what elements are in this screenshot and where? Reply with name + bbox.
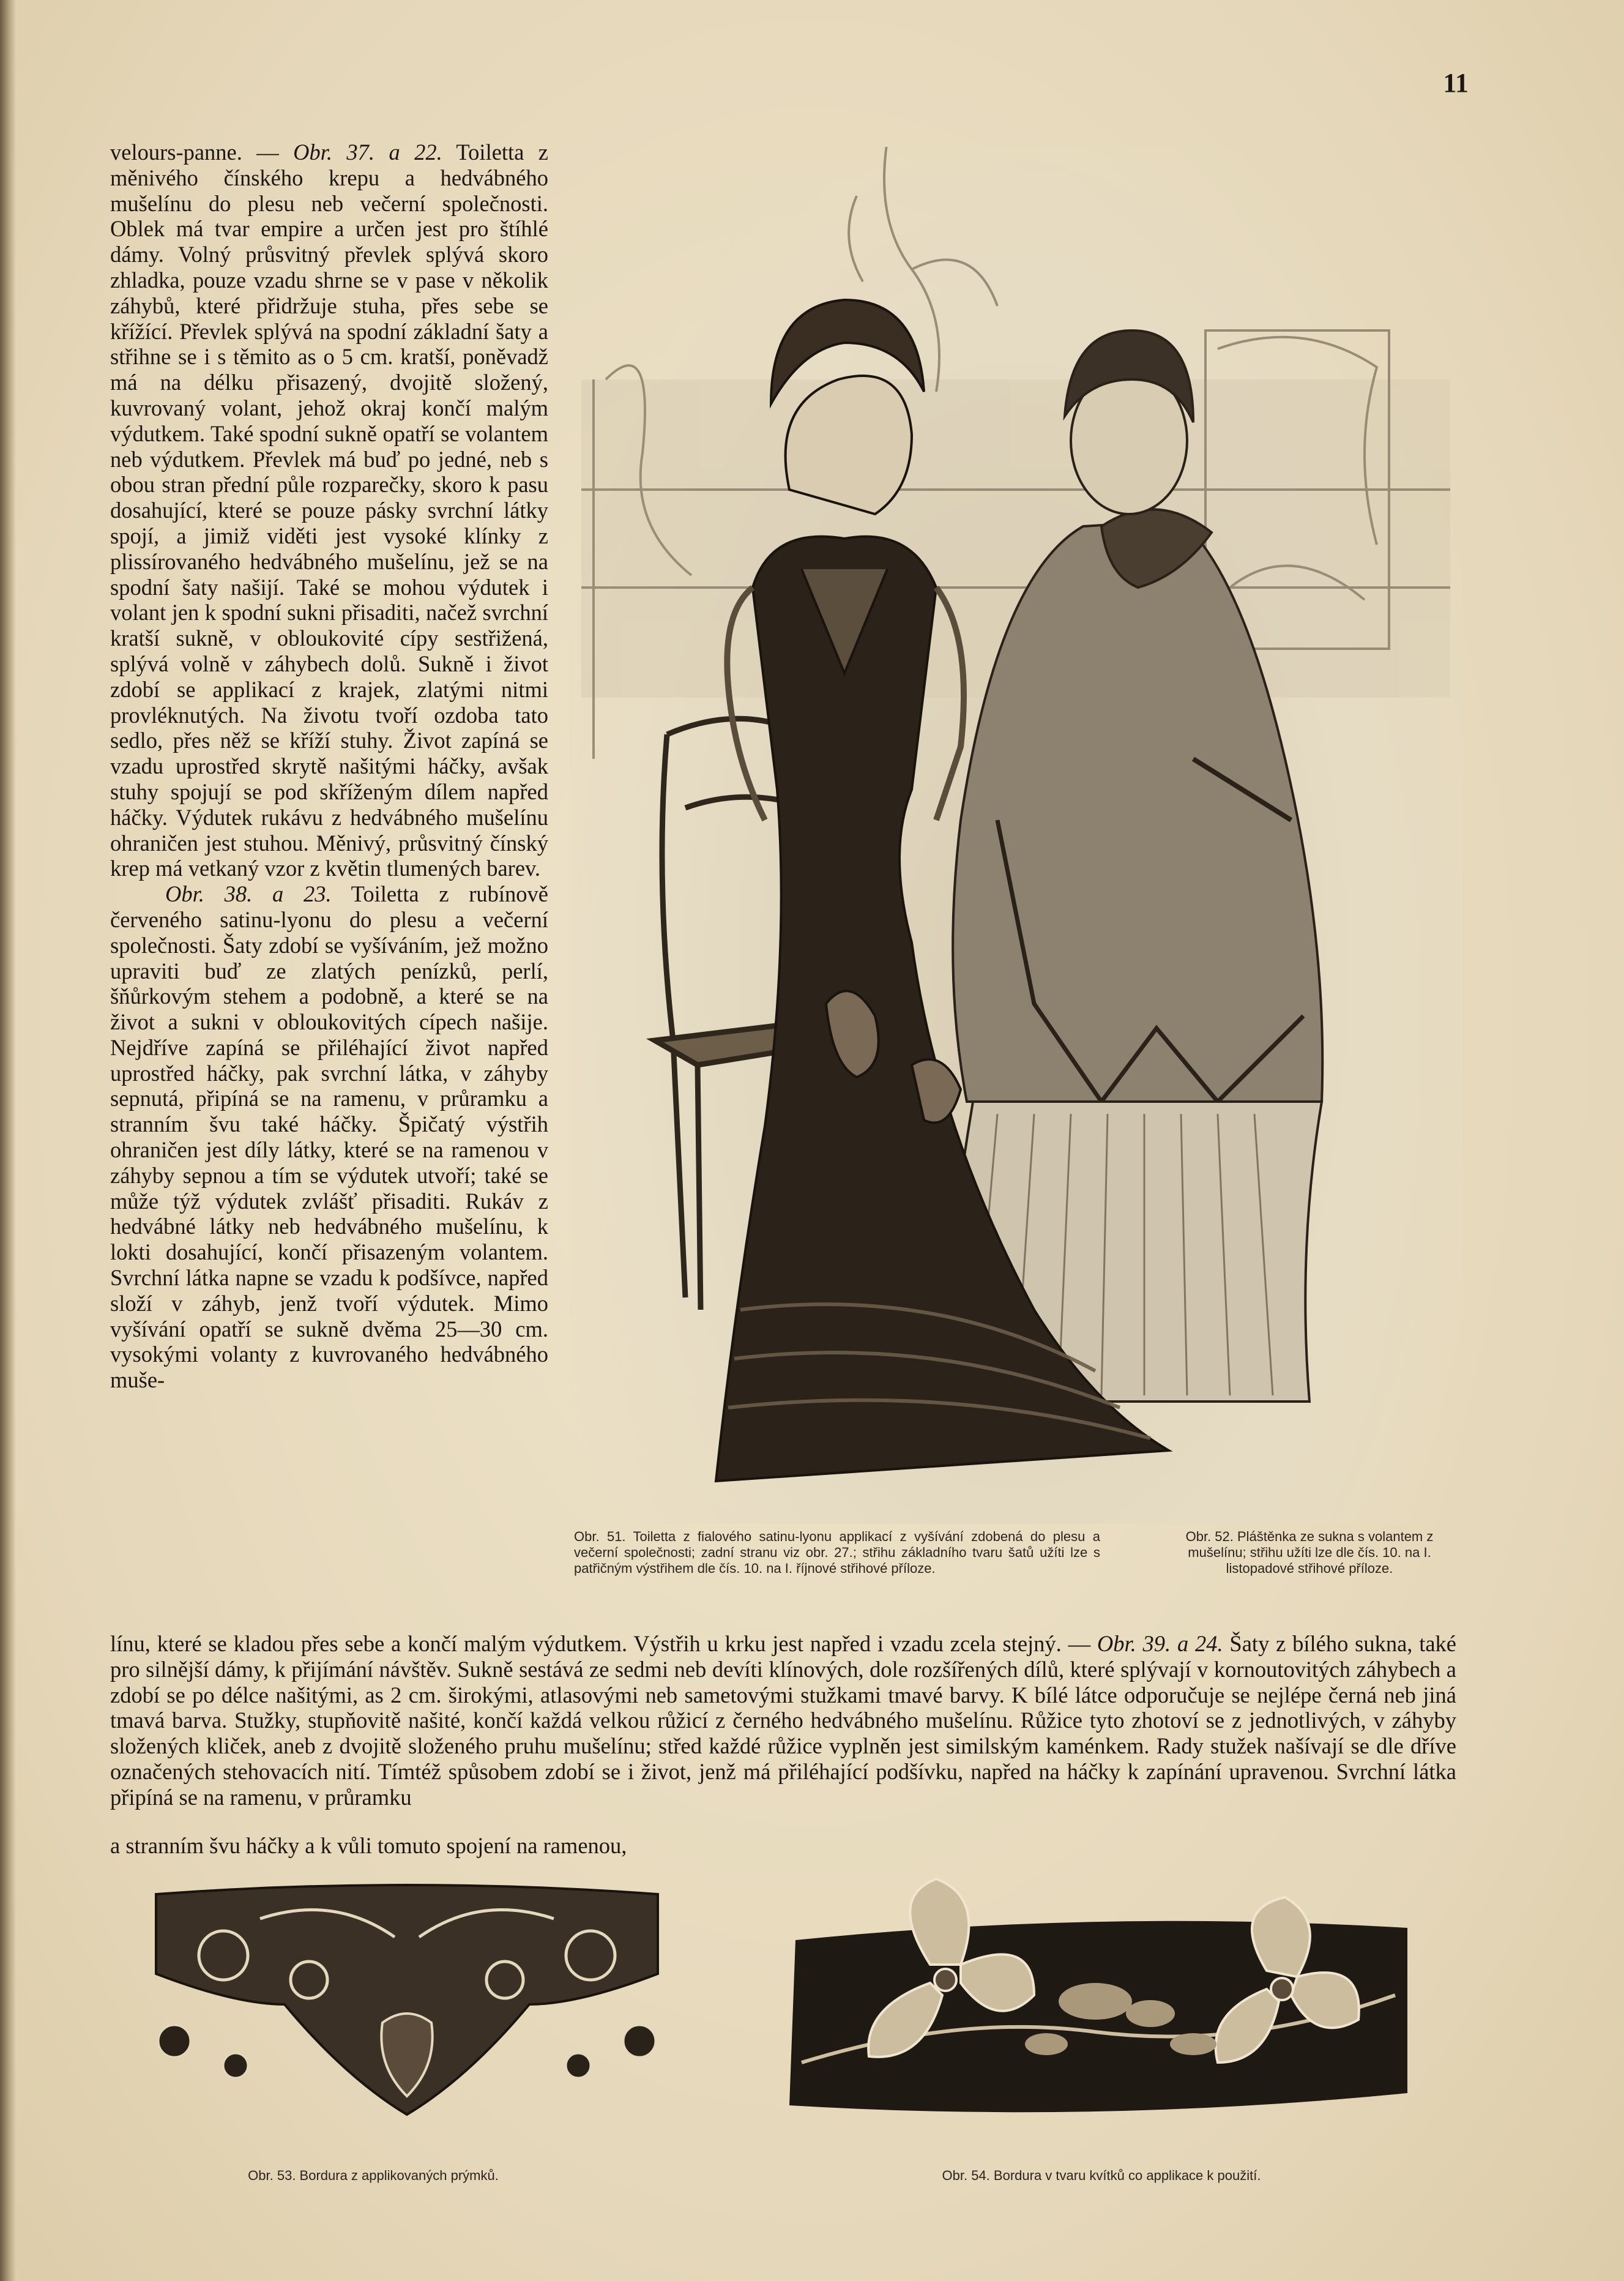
continuation-line: a stranním švu háčky a k vůli tomuto spojení na ramenou, bbox=[110, 1833, 627, 1858]
caption-fig-51: Obr. 51. Toiletta z fialového satinu-lyonu applikací z vyšívání zdobená do plesu a večerní společnosti; zadní stranu viz obr. 27.; střihu základního tvaru šatů užíti lze s patřičným výstřihem dle čís. 10. na I. říjnové střihové příloze. bbox=[574, 1529, 1100, 1576]
caption-fig-52: Obr. 52. Pláštěnka ze sukna s volantem z mušelínu; střihu užíti lze dle čís. 10. na I. listopadové střihové příloze. bbox=[1185, 1529, 1434, 1576]
left-column-text bbox=[110, 140, 548, 1393]
paragraph-body: línu, které se kladou přes sebe a končí malým výdutkem. Výstřih u krku jest napřed i vzadu zcela stejný. — bbox=[110, 1631, 1097, 1656]
paragraph-obr-38 bbox=[110, 881, 548, 1393]
fullwidth-paragraph bbox=[110, 1631, 1456, 1810]
fashion-plate-illustration bbox=[569, 147, 1462, 1524]
caption-fig-53: Obr. 53. Bordura z applikovaných prýmků. bbox=[248, 2168, 499, 2183]
lace-border-drawing bbox=[150, 1882, 664, 2133]
border-illustration-54 bbox=[777, 1861, 1420, 2142]
paragraph-obr-37 bbox=[110, 140, 548, 881]
paragraph-body: Toiletta z rubínově červeného satinu-lyonu do plesu a večerní společnosti. Šaty zdobí se vyšíváním, jež možno upraviti buď ze zlatých penízků, perlí, šňůrkovým stehem a podobně, a které se na život a sukni v obloukovitých cípech našije. Nejdříve zapíná se přiléhající život napřed uprostřed háčky, pak svrchní látka, v záhyby sepnutá, připíná se na ramenu, v průramku a stranním švu také háčky. Špičatý výstřih ohraničen jest díly látky, které se na ramenou v záhyby sepnou a tím se výdutek utvoří; také se může týž výdutek zvlášť přisaditi. Rukáv z hedvábné látky neb hedvábného mušelínu, k lokti dosahující, končí přisazeným volantem. Svrchní látka napne se vzadu k podšívce, napřed složí v záhyb, jenž tvoří výdutek. Mimo vyšívání opatří se sukně dvěma 25—30 cm. vysokými volanty z kuvrovaného hedvábného muše- bbox=[110, 881, 548, 1393]
page-number: 11 bbox=[1443, 68, 1469, 98]
page-binding-edge bbox=[0, 0, 16, 2281]
caption-fig-54: Obr. 54. Bordura v tvaru kvítků co applikace k použití. bbox=[942, 2168, 1261, 2183]
border-illustration-53 bbox=[150, 1882, 664, 2133]
paragraph-body: Toiletta z měnivého čínského krepu a hedvábného mušelínu do plesu neb večerní společnosti. Oblek má tvar empire a určen jest pro štíhlé dámy. Volný průsvitný převlek splývá skoro zhladka, pouze vzadu shrne se v pase v několik záhybů, které přidržuje stuha, přes sebe se křížící. Převlek splývá na spodní základní šaty a střihne se i s těmito as o 5 cm. kratší, poněvadž má na délku přisazený, dvojitě složený, kuvrovaný volant, jehož okraj končí malým výdutkem. Také spodní sukně opatří se volantem neb výdutkem. Převlek má buď po jedné, neb s obou stran přední půle rozparečky, skoro k pasu dosahující, které se pouze pásky svrchní látky spojí, a jimiž viděti jest vysoké klínky z plissírovaného hedvábného mušelínu, jež se na spodní šaty našijí. Také se mohou výdutek i volant jen k spodní sukni přisaditi, načež svrchní kratší sukně, v obloukovité cípy sestřižená, splývá volně v záhybech dolů. Sukně i život zdobí se applikací z krajek, zlatými nitmi provléknutých. Na životu tvoří ozdoba tato sedlo, přes něž se kříží stuhy. Život zapíná se vzadu uprostřed skrytě našitými háčky, avšak stuhy spojují se pod skříženým dílem napřed háčky. Výdutek rukávu z hedvábného mušelínu ohraničen jest stuhou. Měnivý, průsvitný čínský krep má vetkaný vzor z květin tlumených barev. bbox=[110, 140, 548, 881]
paragraph-lead: velours-panne. — bbox=[110, 140, 294, 165]
floral-border-drawing bbox=[777, 1861, 1420, 2142]
fashion-plate-drawing bbox=[569, 147, 1462, 1524]
paragraph-body: Šaty z bílého sukna, také pro silnější dámy, k přijímání návštěv. Sukně sestává ze sedmi neb devíti klínových, dole rozšířených dílů, které splývají v kornoutovitých záhybech a zdobí se po délce našitými, as 2 cm. širokými, atlasovými neb sametovými stužkami tmavé barvy. K bílé látce odporučuje se nejlépe černá neb jiná tmavá barva. Stužky, stupňovitě našité, končí každá velkou růžicí z černého hedvábného mušelínu. Růžice tyto zhotoví se z jednotlivých, v záhyby složených kliček, aneb z dvojitě složeného pruhu mušelínu; střed každé růžice vyplněn jest similským kaménkem. Rady stužek našívají se dle dříve označených stehovacích nití. Tímtéž spůsobem zdobí se i život, jenž má přiléhající podšívku, napřed na háčky k zapínání upravenou. Svrchní látka připíná se na ramenu, v průramku bbox=[110, 1631, 1456, 1810]
figure-reference: Obr. 39. a 24. bbox=[1097, 1631, 1223, 1656]
figure-reference: Obr. 37. a 22. bbox=[293, 140, 442, 165]
figure-reference: Obr. 38. a 23. bbox=[165, 881, 332, 907]
